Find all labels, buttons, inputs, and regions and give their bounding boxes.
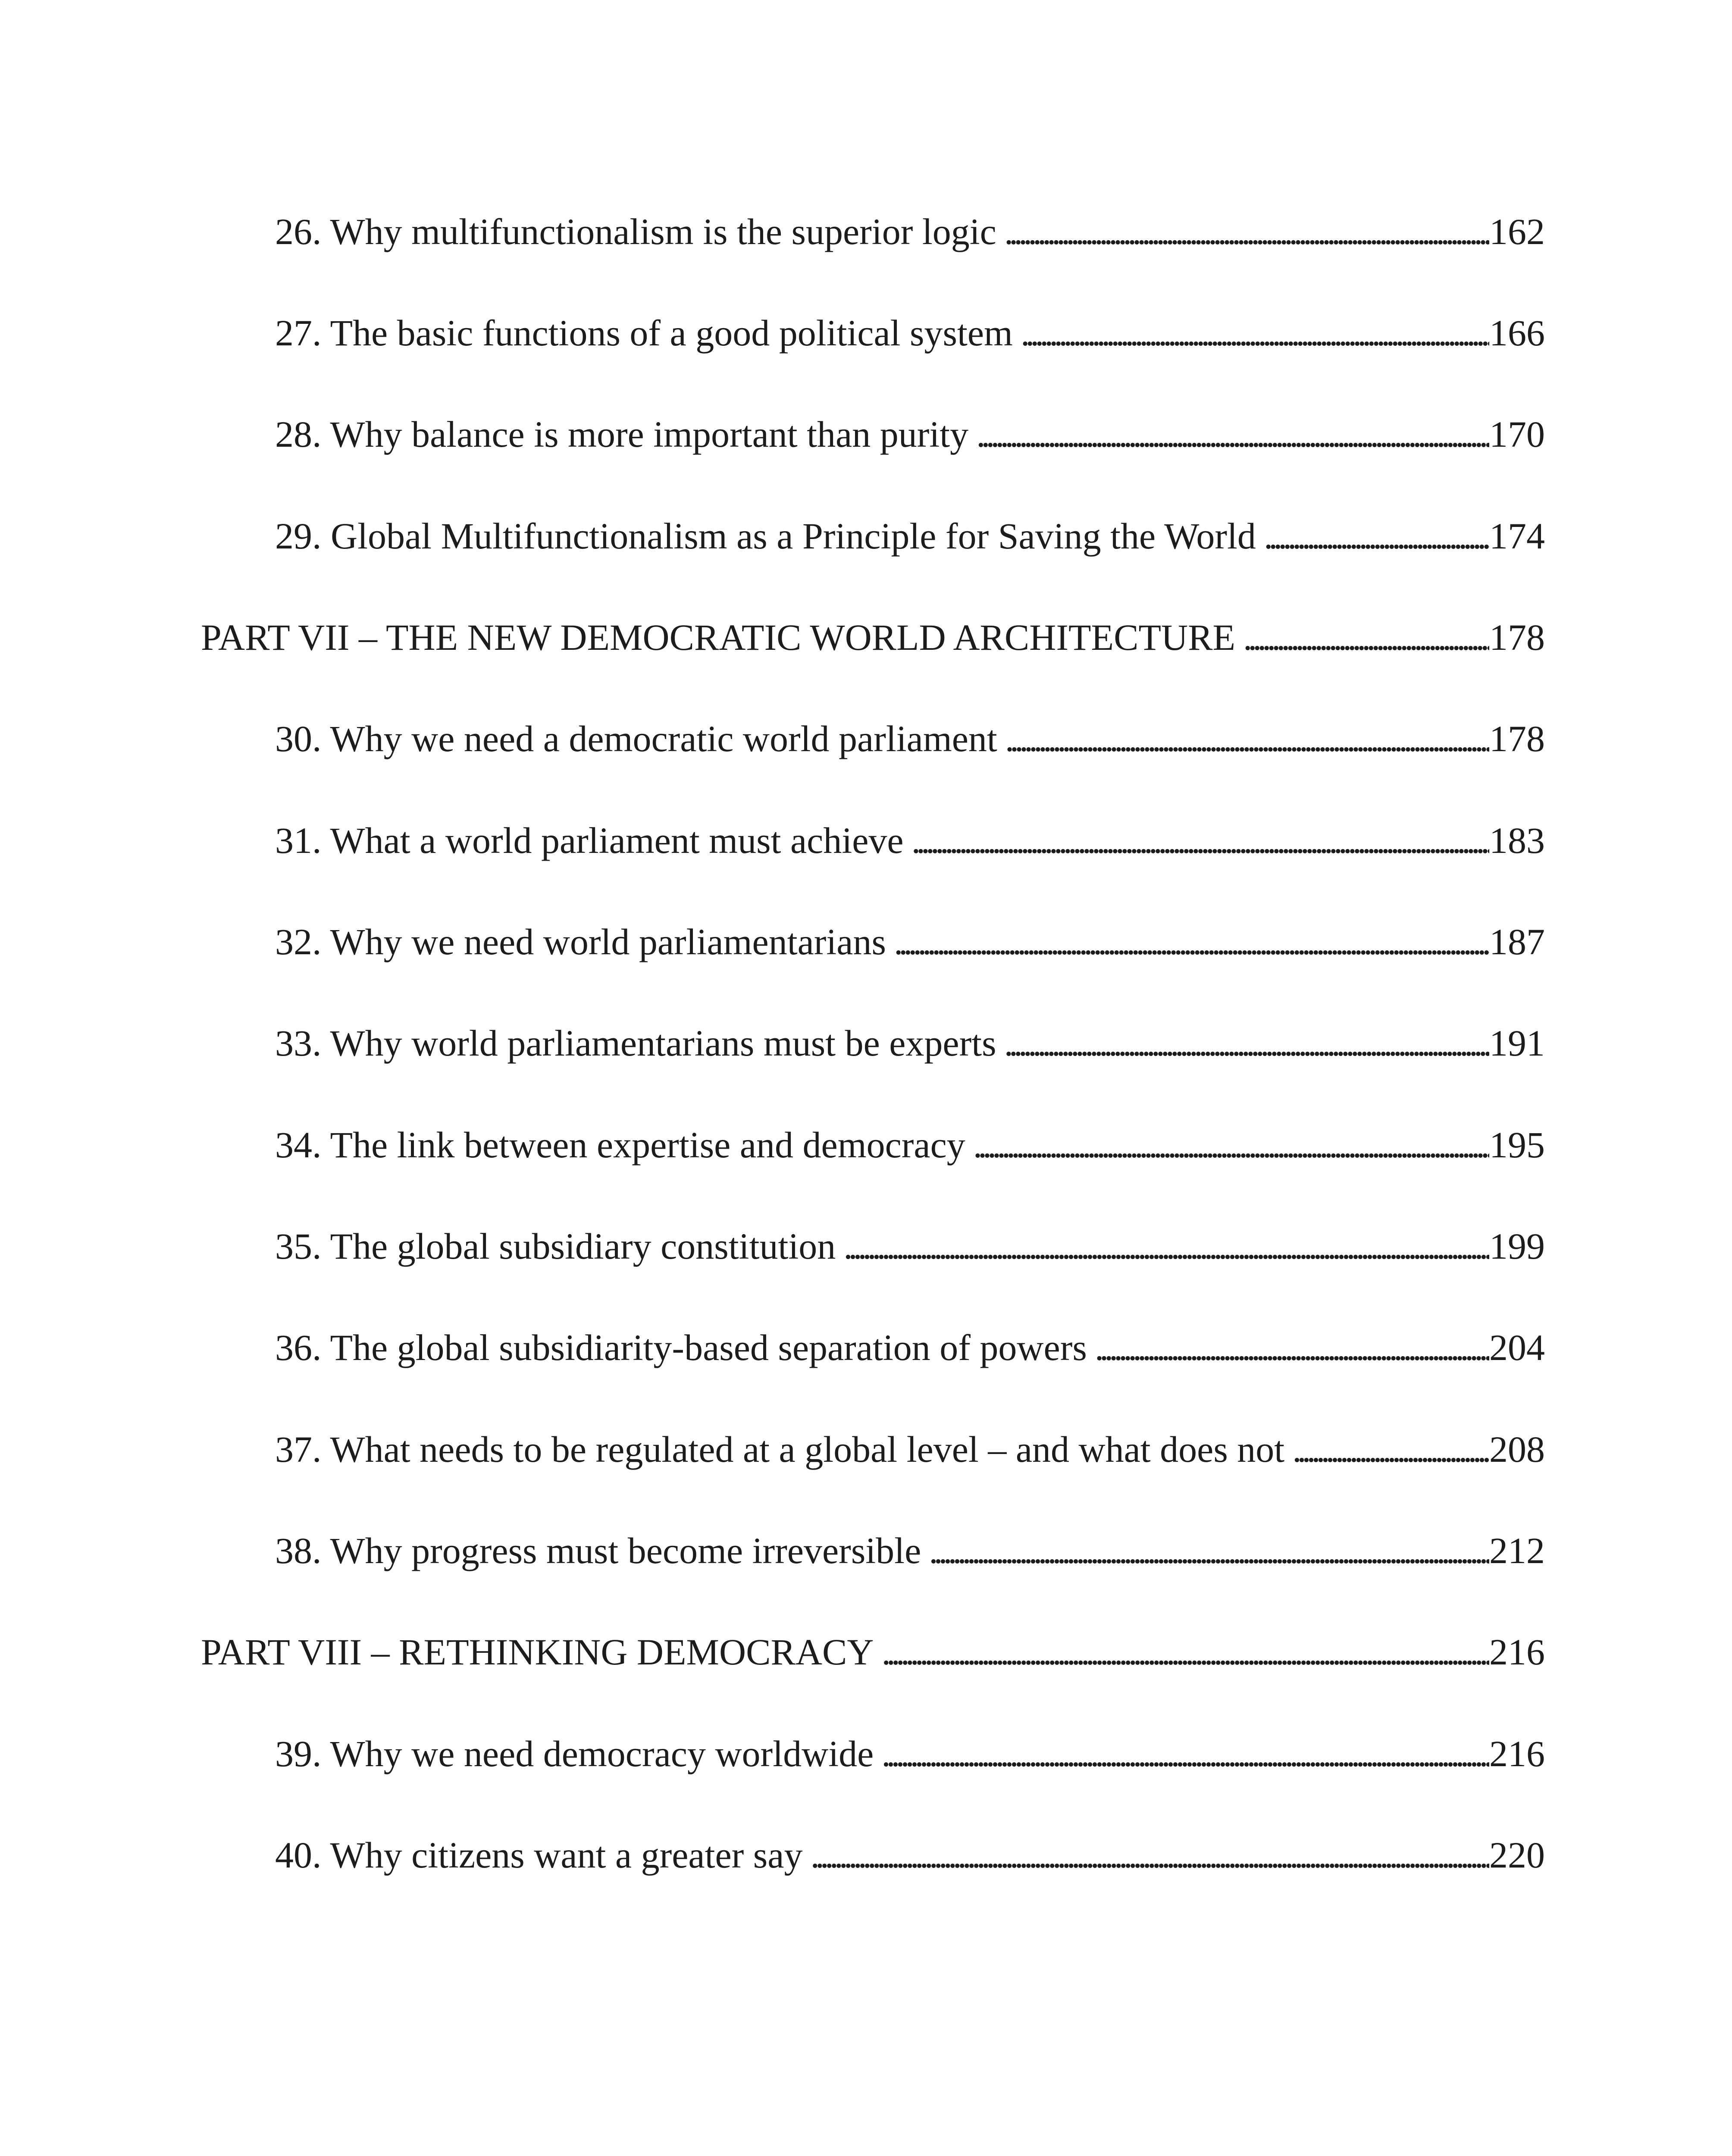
toc-entry-page: 178 bbox=[1489, 718, 1545, 759]
toc-entry-page: 216 bbox=[1489, 1631, 1545, 1673]
dot-leader bbox=[1243, 609, 1489, 665]
toc-entry-32[interactable] bbox=[275, 914, 1545, 970]
toc-entry-title: 39. Why we need democracy worldwide bbox=[275, 1733, 874, 1774]
toc-entry-title: 33. Why world parliamentarians must be experts bbox=[275, 1022, 996, 1064]
toc-entry-title: 28. Why balance is more important than purity bbox=[275, 414, 969, 455]
toc-entry-part-vii[interactable] bbox=[201, 609, 1545, 665]
toc-entry-page: 166 bbox=[1489, 312, 1545, 354]
toc-entry-title: PART VIII – RETHINKING DEMOCRACY bbox=[201, 1631, 874, 1673]
toc-entry-title: 30. Why we need a democratic world parliament bbox=[275, 718, 997, 759]
toc-entry-title: 32. Why we need world parliamentarians bbox=[275, 921, 886, 962]
dot-leader bbox=[1005, 711, 1489, 767]
toc-entry-title: 31. What a world parliament must achieve bbox=[275, 820, 904, 861]
toc-entry-page: 162 bbox=[1489, 211, 1545, 252]
toc-entry-31[interactable] bbox=[275, 812, 1545, 868]
toc-entry-title: 37. What needs to be regulated at a global level – and what does not bbox=[275, 1429, 1285, 1470]
toc-entry-title: 35. The global subsidiary constitution bbox=[275, 1225, 836, 1267]
dot-leader bbox=[976, 406, 1489, 462]
toc-entry-28[interactable] bbox=[275, 406, 1545, 462]
dot-leader bbox=[843, 1218, 1489, 1274]
toc-entry-36[interactable] bbox=[275, 1319, 1545, 1376]
toc-entry-40[interactable] bbox=[275, 1827, 1545, 1883]
toc-entry-page: 187 bbox=[1489, 921, 1545, 962]
toc-entry-page: 204 bbox=[1489, 1327, 1545, 1368]
dot-leader bbox=[1095, 1319, 1489, 1376]
toc-entry-page: 220 bbox=[1489, 1834, 1545, 1876]
dot-leader bbox=[894, 914, 1489, 970]
dot-leader bbox=[1292, 1421, 1489, 1477]
toc-entry-title: 34. The link between expertise and democracy bbox=[275, 1124, 965, 1166]
toc-entry-37[interactable] bbox=[275, 1421, 1545, 1477]
toc-entry-title: 29. Global Multifunctionalism as a Principle for Saving the World bbox=[275, 515, 1256, 557]
toc-entry-page: 216 bbox=[1489, 1733, 1545, 1774]
toc-entry-page: 195 bbox=[1489, 1124, 1545, 1166]
toc-entry-38[interactable] bbox=[275, 1523, 1545, 1579]
toc-entry-page: 178 bbox=[1489, 617, 1545, 658]
toc-entry-page: 208 bbox=[1489, 1429, 1545, 1470]
toc-entry-page: 183 bbox=[1489, 820, 1545, 861]
dot-leader bbox=[1004, 204, 1489, 260]
toc-entry-title: 38. Why progress must become irreversible bbox=[275, 1530, 921, 1571]
dot-leader bbox=[881, 1624, 1489, 1680]
toc-entry-35[interactable] bbox=[275, 1218, 1545, 1274]
dot-leader bbox=[810, 1827, 1489, 1883]
toc-entry-page: 174 bbox=[1489, 515, 1545, 557]
toc-entry-title: 27. The basic functions of a good political system bbox=[275, 312, 1013, 354]
toc-entry-page: 170 bbox=[1489, 414, 1545, 455]
toc-entry-page: 199 bbox=[1489, 1225, 1545, 1267]
toc-entry-title: 26. Why multifunctionalism is the superior logic bbox=[275, 211, 996, 252]
toc-entry-title: 36. The global subsidiarity-based separation of powers bbox=[275, 1327, 1087, 1368]
dot-leader bbox=[911, 812, 1489, 868]
dot-leader bbox=[1021, 305, 1489, 361]
toc-entry-39[interactable] bbox=[275, 1726, 1545, 1782]
dot-leader bbox=[1004, 1015, 1489, 1071]
toc-entry-part-viii[interactable] bbox=[201, 1624, 1545, 1680]
toc-entry-33[interactable] bbox=[275, 1015, 1545, 1071]
toc-entry-29[interactable] bbox=[275, 508, 1545, 564]
toc-entry-30[interactable] bbox=[275, 711, 1545, 767]
toc-entry-page: 212 bbox=[1489, 1530, 1545, 1571]
toc-entry-26[interactable] bbox=[275, 204, 1545, 260]
dot-leader bbox=[1264, 508, 1489, 564]
toc-entry-27[interactable] bbox=[275, 305, 1545, 361]
toc-entry-page: 191 bbox=[1489, 1022, 1545, 1064]
dot-leader bbox=[929, 1523, 1489, 1579]
toc-entry-title: 40. Why citizens want a greater say bbox=[275, 1834, 803, 1876]
dot-leader bbox=[881, 1726, 1489, 1782]
dot-leader bbox=[973, 1117, 1489, 1173]
toc-entry-title: PART VII – THE NEW DEMOCRATIC WORLD ARCHITECTURE bbox=[201, 617, 1235, 658]
toc-entry-34[interactable] bbox=[275, 1117, 1545, 1173]
